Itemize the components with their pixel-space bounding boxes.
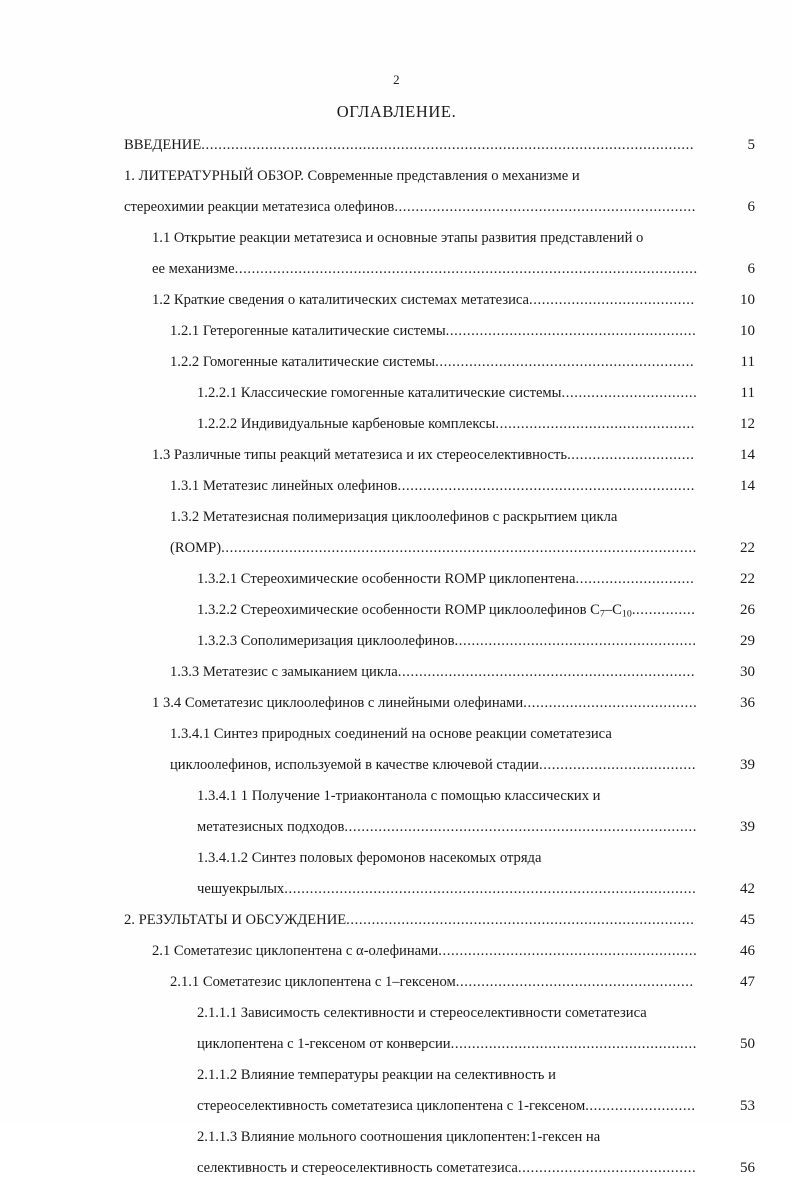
- toc-entry[interactable]: [0, 130, 793, 161]
- toc-dot-leader: .....................................: [538, 757, 697, 773]
- toc-entry[interactable]: [0, 936, 793, 967]
- toc-entry-label: 2.1 Сометатезис циклопентена с α-олефинами: [152, 943, 439, 959]
- toc-entry-label: метатезисных подходов: [197, 819, 345, 835]
- toc-dot-leader: .................................................................................................: [284, 881, 697, 897]
- toc-dot-leader: .......................................................................: [394, 199, 696, 215]
- toc-page-number: 39: [740, 757, 755, 773]
- toc-entry-label: 1.1 Открытие реакции метатезиса и основные этапы развития представлений о: [152, 230, 644, 246]
- toc-entry[interactable]: [0, 502, 793, 533]
- toc-entry-label: циклопентена с 1-гексеном от конверсии: [197, 1036, 451, 1052]
- page-number: 2: [393, 72, 400, 87]
- toc-page-number: 10: [740, 323, 755, 339]
- toc-entry-label: 2.1.1 Сометатезис циклопентена с 1–гексеном: [170, 974, 456, 990]
- toc-dot-leader: ..........................: [585, 1098, 696, 1114]
- toc-entry-label: (ROMP): [170, 540, 222, 556]
- toc-entry-label: 1.2.1 Гетерогенные каталитические системы: [170, 323, 446, 339]
- toc-entry[interactable]: [0, 874, 793, 905]
- toc-dot-leader: .............................................................................................................: [234, 261, 698, 277]
- toc-entry[interactable]: [0, 440, 793, 471]
- toc-entry-label: 2.1.1.3 Влияние мольного соотношения циклопентен:1-гексен на: [197, 1129, 601, 1145]
- toc-dot-leader: ................................................................................................................: [221, 540, 697, 556]
- toc-entry-label: 2.1.1.1 Зависимость селективности и стереоселективности сометатезиса: [197, 1005, 647, 1021]
- toc-dot-leader: ..................................................................................: [346, 912, 695, 928]
- toc-entry-label: 1.2.2.1 Классические гомогенные каталитические системы: [197, 385, 562, 401]
- toc-entry[interactable]: [0, 843, 793, 874]
- toc-dot-leader: ............................: [575, 571, 695, 587]
- toc-page-number: 36: [740, 695, 755, 711]
- toc-entry[interactable]: [0, 347, 793, 378]
- toc-page-number: 14: [740, 447, 755, 463]
- toc-page-number: 47: [740, 974, 755, 990]
- toc-entry[interactable]: [0, 471, 793, 502]
- toc-dot-leader: ................................: [561, 385, 698, 401]
- toc-entry-label: 1.3.2 Метатезисная полимеризация циклоолефинов с раскрытием цикла: [170, 509, 618, 525]
- toc-dot-leader: ...............: [631, 602, 696, 618]
- toc-page-number: 12: [740, 416, 755, 432]
- toc-entry-label: 2.1.1.2 Влияние температуры реакции на селективность и: [197, 1067, 556, 1083]
- toc-entry[interactable]: [0, 161, 793, 192]
- toc-page-number: 45: [740, 912, 755, 928]
- toc-entry[interactable]: [0, 750, 793, 781]
- toc-page-number: 22: [740, 571, 755, 587]
- toc-entry-label: 1.2 Краткие сведения о каталитических системах метатезиса: [152, 292, 530, 308]
- toc-page-number: 29: [740, 633, 755, 649]
- toc-dot-leader: .........................................................: [454, 633, 697, 649]
- toc-page-number: 14: [740, 478, 755, 494]
- toc-dot-leader: ...........................................................: [445, 323, 697, 339]
- toc-entry[interactable]: [0, 1122, 793, 1153]
- toc-entry-label: 1. ЛИТЕРАТУРНЫЙ ОБЗОР. Современные представления о механизме и: [124, 168, 580, 184]
- toc-entry-label: 1 3.4 Сометатезис циклоолефинов с линейными олефинами: [152, 695, 524, 711]
- toc-entry-label: ее механизме: [152, 261, 235, 277]
- toc-dot-leader: .........................................: [523, 695, 698, 711]
- toc-dot-leader: ...............................................: [495, 416, 696, 432]
- toc-dot-leader: .............................................................: [438, 943, 698, 959]
- toc-entry[interactable]: [0, 1091, 793, 1122]
- toc-page-number: 22: [740, 540, 755, 556]
- toc-page-number: 11: [740, 354, 755, 370]
- toc-entry[interactable]: [0, 533, 793, 564]
- toc-entry[interactable]: [0, 688, 793, 719]
- toc-dot-leader: ...................................................................................: [344, 819, 697, 835]
- toc-entry[interactable]: [0, 192, 793, 223]
- toc-entry[interactable]: [0, 595, 793, 626]
- toc-entry[interactable]: [0, 905, 793, 936]
- toc-dot-leader: ..............................: [567, 447, 695, 463]
- toc-entry[interactable]: [0, 223, 793, 254]
- toc-dot-leader: ..........................................................: [450, 1036, 697, 1052]
- table-of-contents: [0, 130, 793, 1184]
- toc-entry-label: циклоолефинов, используемой в качестве ключевой стадии: [170, 757, 539, 773]
- toc-dot-leader: .............................................................: [435, 354, 695, 370]
- toc-entry-label: 1.2.2 Гомогенные каталитические системы: [170, 354, 436, 370]
- toc-page-number: 11: [740, 385, 755, 401]
- toc-entry[interactable]: [0, 626, 793, 657]
- toc-entry-label: 1.2.2.2 Индивидуальные карбеновые комплексы: [197, 416, 496, 432]
- toc-entry-label: стереохимии реакции метатезиса олефинов: [124, 199, 395, 215]
- toc-page-number: 5: [747, 137, 755, 153]
- toc-entry[interactable]: [0, 1153, 793, 1184]
- toc-entry[interactable]: [0, 719, 793, 750]
- toc-entry-label: селективность и стереоселективность сометатезиса: [197, 1160, 518, 1176]
- toc-page-number: 6: [747, 199, 755, 215]
- toc-entry-label: 1.3.1 Метатезис линейных олефинов: [170, 478, 398, 494]
- toc-entry-label: 2. РЕЗУЛЬТАТЫ И ОБСУЖДЕНИЕ: [124, 912, 347, 928]
- toc-entry[interactable]: [0, 316, 793, 347]
- toc-entry[interactable]: [0, 812, 793, 843]
- toc-page-number: 42: [740, 881, 755, 897]
- toc-entry-label: 1.3.4.1.2 Синтез половых феромонов насекомых отряда: [197, 850, 542, 866]
- toc-entry[interactable]: [0, 1029, 793, 1060]
- toc-page-number: 50: [740, 1036, 755, 1052]
- toc-dot-leader: .......................................: [529, 292, 695, 308]
- toc-entry-label: 1.3.2.2 Стереохимические особенности ROMP циклоолефинов $C_7-C_{10}$: [197, 602, 632, 620]
- toc-page-number: 30: [740, 664, 755, 680]
- toc-dot-leader: ......................................................................: [397, 664, 696, 680]
- toc-entry[interactable]: [0, 254, 793, 285]
- toc-entry[interactable]: [0, 1060, 793, 1091]
- toc-entry[interactable]: [0, 967, 793, 998]
- toc-entry-label: ВВЕДЕНИЕ: [124, 137, 202, 153]
- toc-page-number: 10: [740, 292, 755, 308]
- toc-entry-label: 1.3.3 Метатезис с замыканием цикла: [170, 664, 398, 680]
- toc-entry[interactable]: [0, 998, 793, 1029]
- toc-entry-label: чешуекрылых: [197, 881, 285, 897]
- toc-dot-leader: ....................................................................................................................: [201, 137, 695, 153]
- toc-entry-label: стереоселективность сометатезиса циклопентена с 1-гексеном: [197, 1098, 586, 1114]
- toc-entry[interactable]: [0, 657, 793, 688]
- toc-entry[interactable]: [0, 285, 793, 316]
- toc-dot-leader: ........................................................: [455, 974, 694, 990]
- toc-entry-label: 1.3 Различные типы реакций метатезиса и их стереоселективность: [152, 447, 568, 463]
- toc-entry-label: 1.3.2.3 Сополимеризация циклоолефинов: [197, 633, 455, 649]
- toc-entry[interactable]: [0, 781, 793, 812]
- toc-entry-label: 1.3.4.1 Синтез природных соединений на основе реакции сометатезиса: [170, 726, 612, 742]
- toc-entry-label: 1.3.4.1 1 Получение 1-триаконтанола с помощью классических и: [197, 788, 601, 804]
- toc-dot-leader: ..........................................: [517, 1160, 697, 1176]
- toc-entry[interactable]: [0, 409, 793, 440]
- toc-page-number: 56: [740, 1160, 755, 1176]
- toc-entry-label: 1.3.2.1 Стереохимические особенности ROMP циклопентена: [197, 571, 576, 587]
- toc-entry[interactable]: [0, 564, 793, 595]
- toc-dot-leader: ......................................................................: [397, 478, 695, 494]
- page-title: ОГЛАВЛЕНИЕ.: [336, 102, 457, 121]
- toc-page-number: 39: [740, 819, 755, 835]
- toc-page-number: 26: [740, 602, 755, 618]
- toc-page-number: 6: [747, 261, 755, 277]
- toc-page-number: 53: [740, 1098, 755, 1114]
- toc-entry[interactable]: [0, 378, 793, 409]
- toc-page-number: 46: [740, 943, 755, 959]
